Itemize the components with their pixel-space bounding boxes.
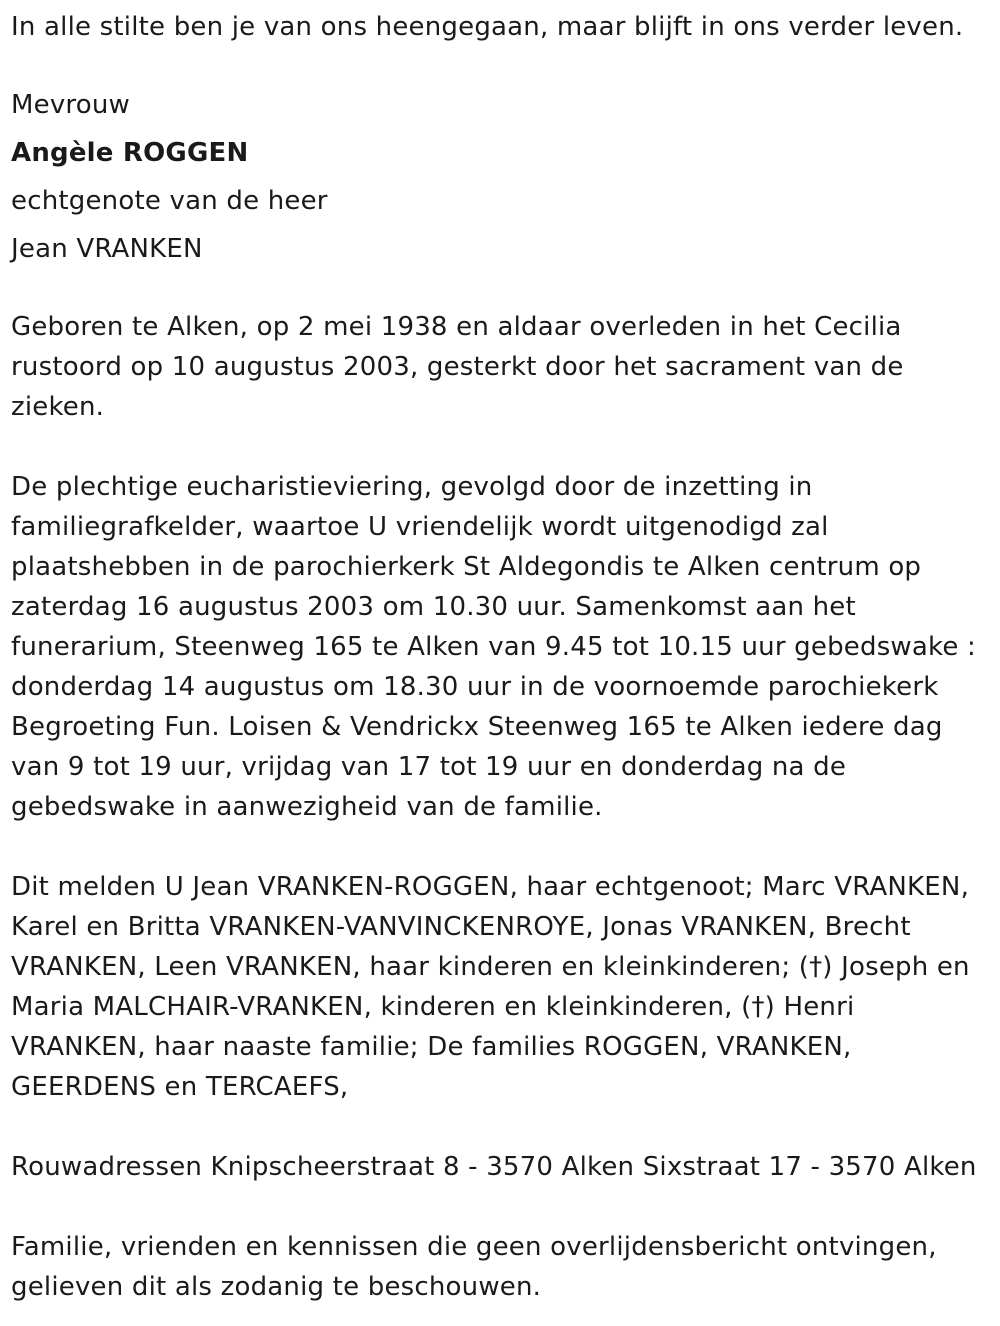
paragraph-line: VRANKEN, Leen VRANKEN, haar kinderen en kleinkinderen; (†) Joseph en xyxy=(11,952,970,982)
paragraph-line: Familie, vrienden en kennissen die geen overlijdensbericht ontvingen, xyxy=(11,1232,937,1262)
paragraph-line: De plechtige eucharistieviering, gevolgd door de inzetting in xyxy=(11,472,813,502)
spacer xyxy=(11,827,990,867)
ceremony-paragraph xyxy=(11,467,990,827)
name-block xyxy=(11,81,990,273)
birth-death-paragraph xyxy=(11,307,990,427)
paragraph-line: familiegrafkelder, waartoe U vriendelijk wordt uitgenodigd zal xyxy=(11,512,829,542)
spouse-name: Jean VRANKEN xyxy=(11,234,203,264)
paragraph-line: funerarium, Steenweg 165 te Alken van 9.45 tot 10.15 uur gebedswake : xyxy=(11,632,976,662)
relation-text: echtgenote van de heer xyxy=(11,186,328,216)
addresses-line: Rouwadressen Knipscheerstraat 8 - 3570 Alken Sixstraat 17 - 3570 Alken xyxy=(11,1152,977,1182)
intro-line: In alle stilte ben je van ons heengegaan, maar blijft in ons verder leven. xyxy=(11,12,964,42)
paragraph-line: Begroeting Fun. Loisen & Vendrickx Steenweg 165 te Alken iedere dag xyxy=(11,712,943,742)
paragraph-line: van 9 tot 19 uur, vrijdag van 17 tot 19 uur en donderdag na de xyxy=(11,752,847,782)
paragraph-line: rustoord op 10 augustus 2003, gesterkt door het sacrament van de xyxy=(11,352,904,382)
paragraph-line: Dit melden U Jean VRANKEN-ROGGEN, haar echtgenoot; Marc VRANKEN, xyxy=(11,872,970,902)
family-paragraph xyxy=(11,867,990,1107)
paragraph-line: plaatshebben in de parochierkerk St Aldegondis te Alken centrum op xyxy=(11,552,922,582)
spacer xyxy=(11,1107,990,1147)
spacer xyxy=(11,273,990,307)
paragraph-line: Karel en Britta VRANKEN-VANVINCKENROYE, Jonas VRANKEN, Brecht xyxy=(11,912,911,942)
spacer xyxy=(11,427,990,467)
deceased-name: Angèle ROGGEN xyxy=(11,138,249,168)
spacer xyxy=(11,47,990,81)
paragraph-line: gelieven dit als zodanig te beschouwen. xyxy=(11,1272,542,1302)
title-label: Mevrouw xyxy=(11,90,130,120)
paragraph-line: zaterdag 16 augustus 2003 om 10.30 uur. Samenkomst aan het xyxy=(11,592,856,622)
spacer xyxy=(11,1187,990,1227)
paragraph-line: donderdag 14 augustus om 18.30 uur in de voornoemde parochiekerk xyxy=(11,672,939,702)
paragraph-line: Geboren te Alken, op 2 mei 1938 en aldaar overleden in het Cecilia xyxy=(11,312,902,342)
paragraph-line: GEERDENS en TERCAEFS, xyxy=(11,1072,349,1102)
paragraph-line: VRANKEN, haar naaste familie; De families ROGGEN, VRANKEN, xyxy=(11,1032,852,1062)
paragraph-line: Maria MALCHAIR-VRANKEN, kinderen en kleinkinderen, (†) Henri xyxy=(11,992,855,1022)
paragraph-line: zieken. xyxy=(11,392,105,422)
paragraph-line: gebedswake in aanwezigheid van de familie. xyxy=(11,792,603,822)
closing-paragraph xyxy=(11,1227,990,1307)
